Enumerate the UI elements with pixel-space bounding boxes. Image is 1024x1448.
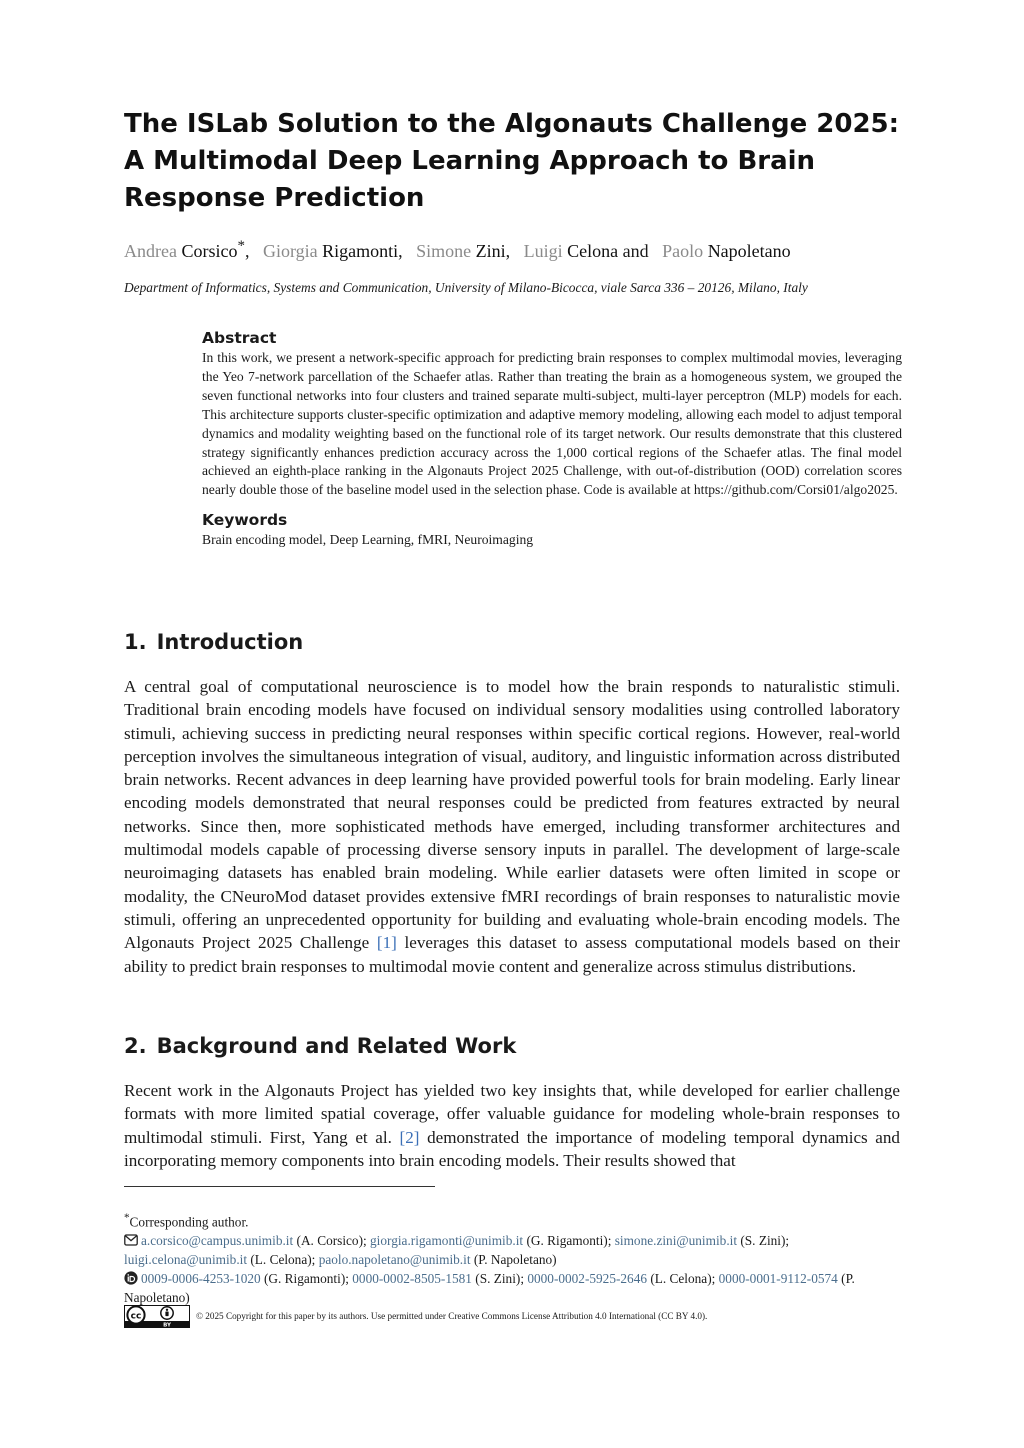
- keywords-heading: Keywords: [202, 511, 288, 530]
- orcid-icon: [124, 1271, 138, 1285]
- footnote-rule: [124, 1186, 435, 1187]
- section-heading-introduction: 1. Introduction: [124, 630, 304, 654]
- abstract-block: [202, 327, 902, 550]
- email-link-corsico[interactable]: a.corsico@campus.unimib.it: [141, 1233, 294, 1249]
- envelope-icon: [124, 1234, 138, 1246]
- paper-title: The ISLab Solution to the Algonauts Challenge 2025: A Multimodal Deep Learning Approach to Brain Response Prediction: [124, 109, 900, 213]
- author-1: Andrea Corsico*,: [124, 238, 259, 261]
- affiliation: Department of Informatics, Systems and Communication, University of Milano-Bicocca, viale Sarca 336 – 20126, Milano, Italy: [124, 280, 808, 295]
- orcid-list: 0009-0006-4253-1020 (G. Rigamonti); 0000-0002-8505-1581 (S. Zini); 0000-0002-5925-2646 (L. Celona); 0000-0001-9112-0574 (P. Napoletano): [124, 1271, 855, 1306]
- license-line: [124, 1305, 900, 1329]
- section-body-introduction: A central goal of computational neuroscience is to model how the brain responds to naturalistic stimuli. Traditional brain encoding models have focused on individual sensory modalities using controlled laboratory stimuli, achieving success in predicting neural responses within specific cortical regions. However, real-world perception involves the simultaneous integration of visual, auditory, and linguistic information across distributed brain networks. Recent advances in deep learning have provided powerful tools for brain modeling. Early linear encoding models demonstrated that neural responses could be predicted from features extracted by neural networks. Since then, more sophisticated methods have emerged, including transformer architectures and multimodal models capable of processing diverse sensory inputs in parallel. The development of large-scale neuroimaging datasets has enabled brain modeling. While earlier datasets were often limited in scope or modality, the CNeuroMod dataset provides extensive fMRI recordings of brain responses to naturalistic movie stimuli, offering an unprecedented opportunity for building and evaluating whole-brain encoding models. The Algonauts Project 2025 Challenge [1] leverages this dataset to assess computational models based on their ability to predict brain responses to multimodal movie content and generalize across stimulus distributions.: [124, 677, 900, 976]
- orcid-link-zini[interactable]: 0000-0002-8505-1581: [352, 1271, 472, 1287]
- author-4: Luigi Celona and: [523, 241, 658, 261]
- footnotes: [124, 1209, 900, 1307]
- email-link-zini[interactable]: simone.zini@unimib.it: [614, 1233, 738, 1249]
- orcid-link-celona[interactable]: 0000-0002-5925-2646: [527, 1271, 648, 1287]
- citation-link[interactable]: [2]: [399, 1127, 420, 1147]
- citation-link[interactable]: [1]: [376, 933, 397, 953]
- section-heading-background: 2. Background and Related Work: [124, 1034, 517, 1058]
- license-text: © 2025 Copyright for this paper by its authors. Use permitted under Creative Commons License Attribution 4.0 International (CC BY 4.0).: [196, 1311, 708, 1321]
- cc-by-badge-icon: [124, 1305, 190, 1328]
- author-5: Paolo Napoletano: [662, 241, 791, 261]
- author-2: Giorgia Rigamonti,: [262, 241, 412, 261]
- email-link-napoletano[interactable]: paolo.napoletano@unimib.it: [318, 1252, 471, 1268]
- email-link-rigamonti[interactable]: giorgia.rigamonti@unimib.it: [370, 1233, 524, 1249]
- by-badge-text: BY: [163, 1322, 171, 1328]
- orcid-link-napoletano[interactable]: 0000-0001-9112-0574: [718, 1271, 838, 1287]
- abstract-text: In this work, we present a network-specific approach for predicting brain responses to complex multimodal movies, leveraging the Yeo 7-network parcellation of the Schaefer atlas. Rather than treating the brain as a homogeneous system, we grouped the seven functional networks into four clusters and trained separate multi-subject, multi-layer perceptron (MLP) models for each. This architecture supports cluster-specific optimization and adaptive memory modeling, allowing each model to adjust temporal dynamics and modality weighting based on the functional role of its target network. Our results demonstrate that this clustered strategy significantly enhances prediction accuracy across the 1,000 cortical regions of the Schaefer atlas. The final model achieved an eighth-place ranking in the Algonauts Project 2025 Challenge, with out-of-distribution (OOD) correlation scores nearly double those of the baseline model used in the selection phase. Code is available at https://github.com/Corsi01/algo2025.: [202, 350, 902, 498]
- orcid-link-rigamonti[interactable]: 0009-0006-4253-1020: [141, 1271, 261, 1287]
- email-list: a.corsico@campus.unimib.it (A. Corsico); giorgia.rigamonti@unimib.it (G. Rigamonti); simone.zini@unimib.it (S. Zini); luigi.celona@unimib.it (L. Celona); paolo.napoletano@unimib.it (P. Napoletano): [124, 1233, 790, 1268]
- keywords-text: Brain encoding model, Deep Learning, fMRI, Neuroimaging: [202, 532, 534, 548]
- cc-badge-text: cc: [130, 1311, 142, 1322]
- section-body-background: Recent work in the Algonauts Project has yielded two key insights that, while developed for earlier challenge formats with more limited spatial coverage, offer valuable guidance for modeling whole-brain responses to multimodal stimuli. First, Yang et al. [2] demonstrated the importance of modeling temporal dynamics and incorporating memory components into brain encoding models. Their results showed that: [124, 1081, 900, 1170]
- author-3: Simone Zini,: [416, 241, 520, 261]
- abstract-heading: Abstract: [202, 329, 277, 347]
- email-link-celona[interactable]: luigi.celona@unimib.it: [124, 1252, 248, 1268]
- author-list: [124, 234, 924, 263]
- corresponding-author-note: *Corresponding author.: [124, 1212, 249, 1230]
